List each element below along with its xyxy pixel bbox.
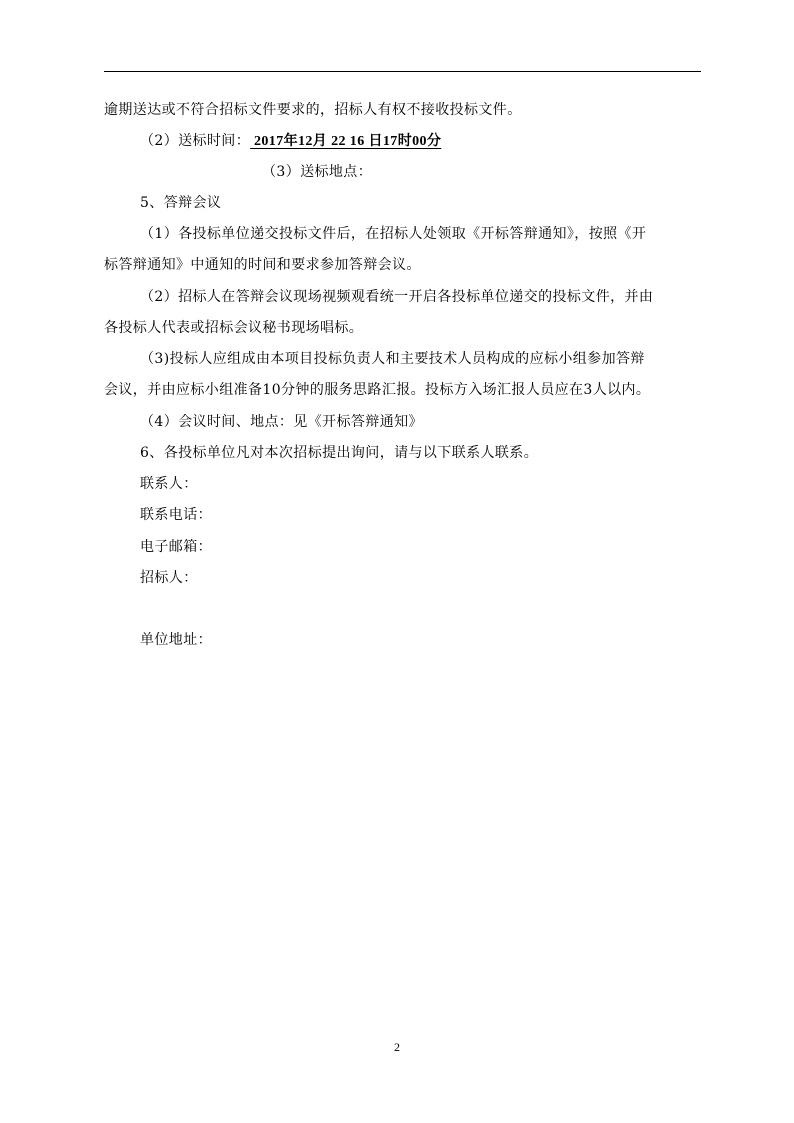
contact-person-label: 联系人： bbox=[140, 476, 198, 492]
text-line-defense-1b: 标答辩通知》中通知的时间和要求参加答辩会议。 bbox=[104, 257, 421, 273]
text-line-defense-3a: （3)投标人应组成由本项目投标负责人和主要技术人员构成的应标小组参加答辩 bbox=[140, 351, 645, 367]
tenderer-label: 招标人： bbox=[140, 570, 198, 586]
header-rule bbox=[104, 71, 701, 72]
section-heading-defense-meeting: 5、答辩会议 bbox=[140, 195, 222, 211]
text-line-late-submission: 逾期送达或不符合招标文件要求的，招标人有权不接收投标文件。 bbox=[104, 102, 522, 118]
submission-time-label: （2）送标时间： bbox=[140, 133, 251, 149]
submission-deadline: 2017年12月 22 16 日17时00分 bbox=[250, 134, 442, 149]
contact-phone-label: 联系电话： bbox=[140, 507, 212, 523]
page-number: 2 bbox=[394, 1040, 400, 1054]
unit-address-label: 单位地址： bbox=[140, 632, 212, 648]
text-line-defense-2a: （2）招标人在答辩会议现场视频观看统一开启各投标单位递交的投标文件，并由 bbox=[140, 289, 654, 305]
text-line-defense-4: （4）会议时间、地点：见《开标答辩通知》 bbox=[140, 414, 423, 430]
text-line-defense-1a: （1）各投标单位递交投标文件后，在招标人处领取《开标答辩通知》，按照《开 bbox=[140, 226, 647, 242]
text-line-defense-3b: 会议，并由应标小组准备10分钟的服务思路汇报。投标方入场汇报人员应在3人以内。 bbox=[104, 382, 651, 398]
section-heading-inquiries: 6、各投标单位凡对本次招标提出询问，请与以下联系人联系。 bbox=[140, 445, 539, 461]
text-line-submission-place: （3）送标地点： bbox=[262, 164, 373, 180]
contact-email-label: 电子邮箱： bbox=[140, 539, 212, 555]
text-line-defense-2b: 各投标人代表或招标会议秘书现场唱标。 bbox=[104, 320, 364, 336]
text-line-submission-time bbox=[140, 131, 441, 152]
